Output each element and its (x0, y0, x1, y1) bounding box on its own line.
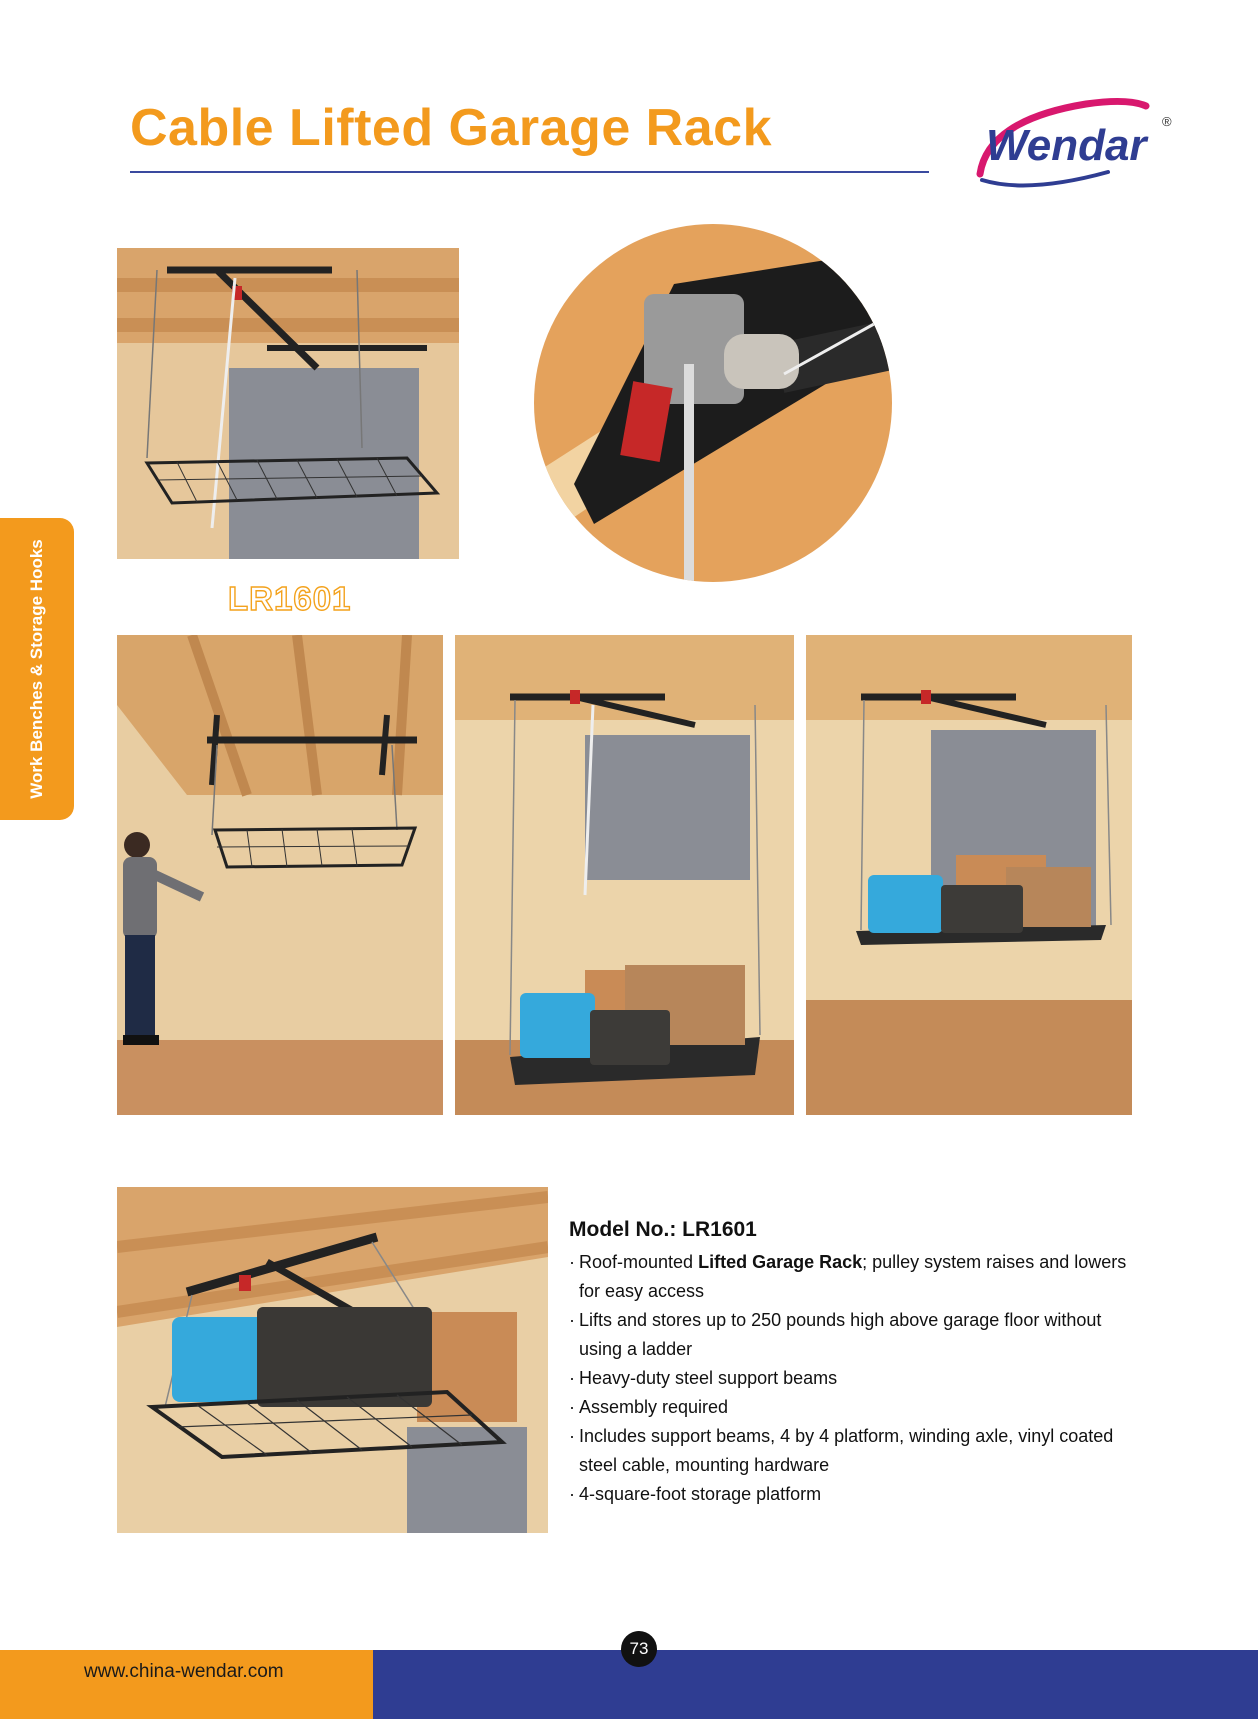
photo-winch-closeup (534, 224, 892, 582)
photo-rack-raised-closeup (117, 1187, 548, 1533)
photo-man-operating-crank (117, 635, 443, 1115)
photo-rack-loaded-raised (806, 635, 1132, 1115)
section-side-tab (0, 518, 74, 820)
model-number-heading: Model No.: LR1601 (569, 1218, 757, 1241)
photo-rack-lowered (117, 248, 459, 559)
registered-mark: ® (1162, 114, 1172, 129)
page-title: Cable Lifted Garage Rack (130, 99, 772, 157)
feature-item: · 4-square-foot storage platform (569, 1484, 822, 1504)
feature-list (569, 1248, 1149, 1509)
model-label: LR1601 (228, 580, 352, 617)
section-side-label: Work Benches & Storage Hooks (27, 539, 46, 799)
product-specifications (569, 1218, 1149, 1509)
feature-item: · Includes support beams, 4 by 4 platform, winding axle, vinyl coated steel cable, mounting hardware (569, 1426, 1114, 1475)
page-number: 73 (621, 1631, 657, 1667)
feature-item: · Roof-mounted Lifted Garage Rack; pulley system raises and lowers for easy access (569, 1252, 1127, 1301)
footer-blue-band (373, 1650, 1258, 1719)
photo-rack-loaded-lowered (455, 635, 794, 1115)
feature-item: · Assembly required (569, 1397, 729, 1417)
feature-item: · Lifts and stores up to 250 pounds high above garage floor without using a ladder (569, 1310, 1102, 1359)
footer-website-link[interactable]: www.china-wendar.com (84, 1661, 284, 1682)
brand-logo (968, 92, 1178, 202)
title-underline (130, 171, 929, 173)
logo-wordmark: Wendar (986, 121, 1147, 170)
feature-item: · Heavy-duty steel support beams (569, 1368, 838, 1388)
